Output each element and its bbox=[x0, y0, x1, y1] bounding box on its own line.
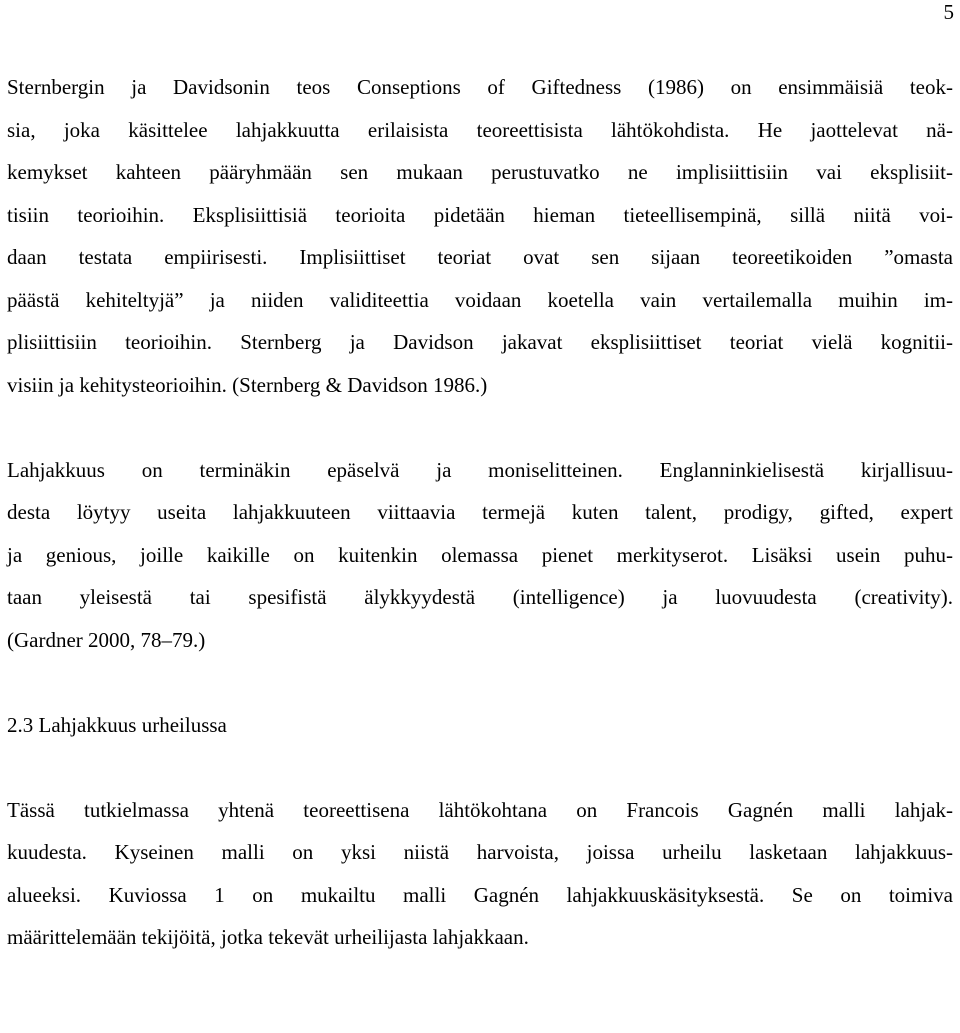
text-line: visiin ja kehitysteorioihin. (Sternberg & Davidson 1986.) bbox=[7, 372, 488, 397]
text-line: päästä kehiteltyjä” ja niiden validiteettia voidaan koetella vain vertailemalla muihin im- bbox=[7, 287, 953, 312]
text-line: tisiin teorioihin. Eksplisiittisiä teorioita pidetään hieman tieteellisempinä, sillä niitä voi- bbox=[7, 202, 953, 227]
text-line: määrittelemään tekijöitä, jotka tekevät urheilijasta lahjakkaan. bbox=[7, 925, 529, 949]
text-line: Tässä tutkielmassa yhtenä teoreettisena lähtökohtana on Francois Gagnén malli lahjak- bbox=[7, 797, 953, 822]
paragraph-spacer bbox=[7, 661, 953, 704]
text-line: daan testata empiirisesti. Implisiittiset teoriat ovat sen sijaan teoreetikoiden ”omasta bbox=[7, 245, 953, 269]
text-line: Sternbergin ja Davidsonin teos Conseptions of Giftedness (1986) on ensimmäisiä teok- bbox=[7, 75, 953, 99]
text-line: kuudesta. Kyseinen malli on yksi niistä harvoista, joissa urheilu lasketaan lahjakkuus- bbox=[7, 840, 953, 864]
paragraph-giftedness-theories bbox=[7, 66, 953, 406]
paragraph-spacer bbox=[7, 406, 953, 449]
text-line: alueeksi. Kuviossa 1 on mukailtu malli Gagnén lahjakkuuskäsityksestä. Se on toimiva bbox=[7, 882, 953, 907]
text-line: sia, joka käsittelee lahjakkuutta erilaisista teoreettisista lähtökohdista. He jaottelevat nä- bbox=[7, 117, 953, 142]
text-line: Lahjakkuus on terminäkin epäselvä ja moniselitteinen. Englanninkielisestä kirjallisuu- bbox=[7, 457, 953, 482]
paragraph-terminology bbox=[7, 449, 953, 662]
text-line: (Gardner 2000, 78–79.) bbox=[7, 627, 206, 652]
text-line: kemykset kahteen pääryhmään sen mukaan perustuvatko ne implisiittisiin vai eksplisiit- bbox=[7, 160, 953, 184]
text-line: desta löytyy useita lahjakkuuteen viittaavia termejä kuten talent, prodigy, gifted, expert bbox=[7, 500, 953, 524]
text-line: plisiittisiin teorioihin. Sternberg ja Davidson jakavat eksplisiittiset teoriat vielä kognitii- bbox=[7, 330, 953, 354]
text-line: ja genious, joille kaikille on kuitenkin olemassa pienet merkityserot. Lisäksi usein puhu- bbox=[7, 542, 953, 567]
paragraph-spacer bbox=[7, 746, 953, 789]
paragraph-gagne-model bbox=[7, 789, 953, 959]
section-heading: 2.3 Lahjakkuus urheilussa bbox=[7, 712, 227, 737]
page-number: 5 bbox=[943, 0, 954, 24]
document-body bbox=[7, 66, 953, 959]
text-line: taan yleisestä tai spesifistä älykkyydestä (intelligence) ja luovuudesta (creativity). bbox=[7, 585, 953, 609]
